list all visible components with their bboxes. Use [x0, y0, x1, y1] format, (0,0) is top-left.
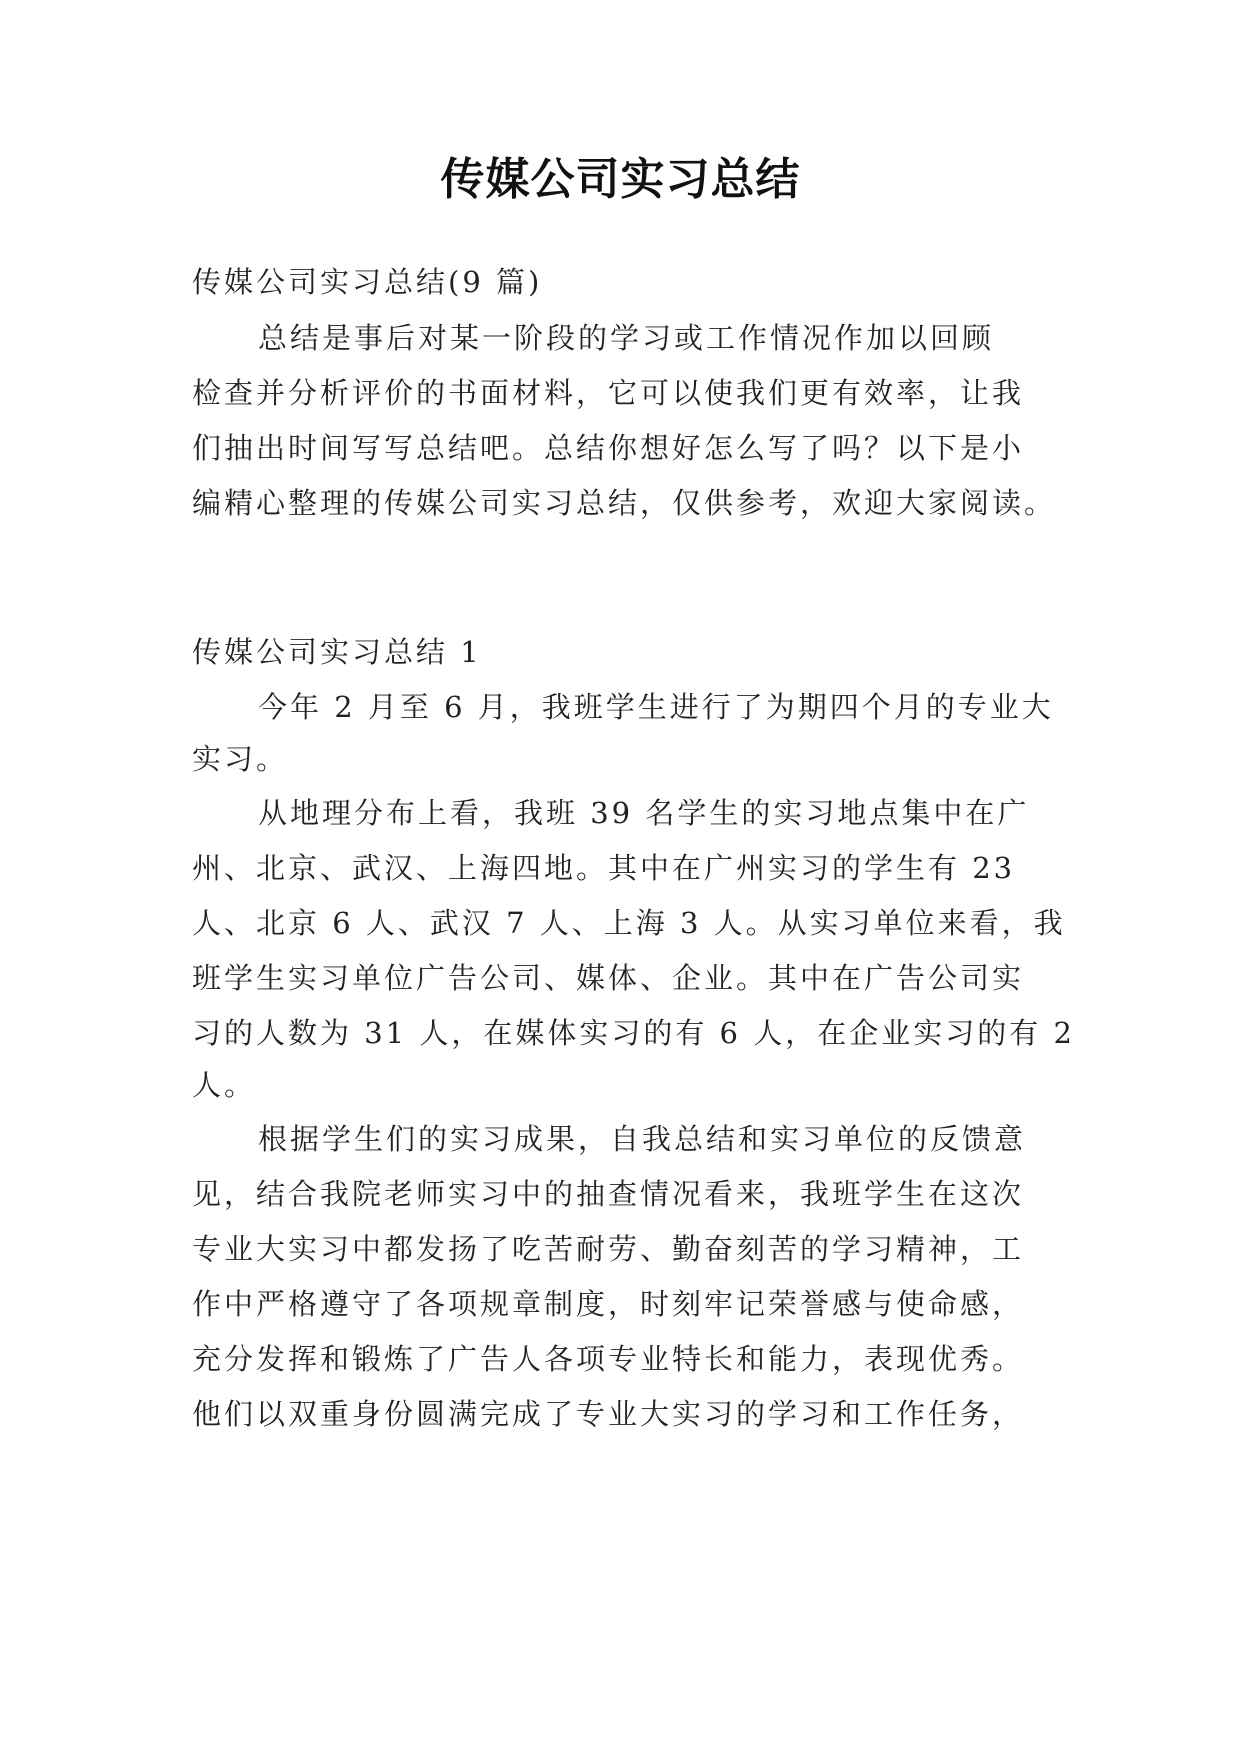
- paragraph-line: 专业大实习中都发扬了吃苦耐劳、勤奋刻苦的学习精神，工: [192, 1232, 1025, 1266]
- intro-line: 们抽出时间写写总结吧。总结你想好怎么写了吗？以下是小: [192, 431, 1025, 465]
- paragraph-line: 他们以双重身份圆满完成了专业大实习的学习和工作任务，: [192, 1397, 1025, 1431]
- paragraph-line: 从地理分布上看，我班 39 名学生的实习地点集中在广: [258, 796, 1030, 830]
- section-heading: 传媒公司实习总结 1: [192, 635, 482, 669]
- intro-line: 总结是事后对某一阶段的学习或工作情况作加以回顾: [258, 321, 995, 355]
- intro-line: 检查并分析评价的书面材料，它可以使我们更有效率，让我: [192, 376, 1025, 410]
- paragraph-line: 见，结合我院老师实习中的抽查情况看来，我班学生在这次: [192, 1177, 1025, 1211]
- paragraph-line: 习的人数为 31 人，在媒体实习的有 6 人，在企业实习的有 2: [192, 1016, 1075, 1050]
- paragraph-line: 充分发挥和锻炼了广告人各项专业特长和能力，表现优秀。: [192, 1342, 1025, 1376]
- intro-line: 编精心整理的传媒公司实习总结，仅供参考，欢迎大家阅读。: [192, 486, 1057, 520]
- paragraph-line: 作中严格遵守了各项规章制度，时刻牢记荣誉感与使命感，: [192, 1287, 1025, 1321]
- paragraph-line: 今年 2 月至 6 月，我班学生进行了为期四个月的专业大: [258, 690, 1054, 724]
- paragraph-line: 人。: [192, 1068, 257, 1102]
- paragraph-line: 根据学生们的实习成果，自我总结和实习单位的反馈意: [258, 1122, 1027, 1156]
- document-title: 传媒公司实习总结: [440, 154, 801, 205]
- paragraph-line: 实习。: [192, 742, 289, 776]
- paragraph-line: 班学生实习单位广告公司、媒体、企业。其中在广告公司实: [192, 961, 1025, 995]
- paragraph-line: 人、北京 6 人、武汉 7 人、上海 3 人。从实习单位来看，我: [192, 906, 1066, 940]
- paragraph-line: 州、北京、武汉、上海四地。其中在广州实习的学生有 23: [192, 851, 1016, 885]
- document-subtitle: 传媒公司实习总结(9 篇): [192, 265, 543, 299]
